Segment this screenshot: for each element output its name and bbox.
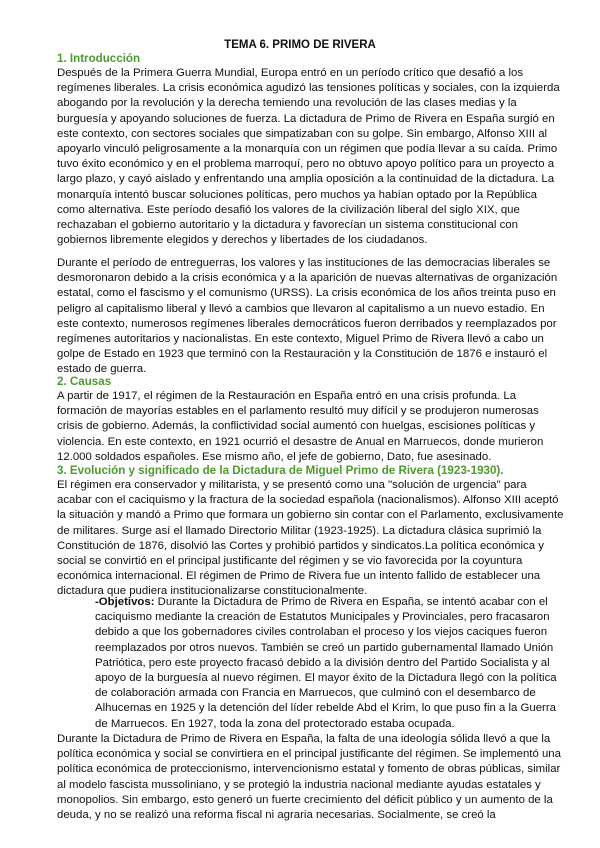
text-line: monopolios. Sin embargo, esto generó un fuerte crecimiento del déficit público y un aumento de la <box>57 793 553 806</box>
text-line: social se convirtió en el principal justificante del régimen y se vio favorecida por la coyuntura <box>57 554 523 567</box>
text-line: económica internacional. El régimen de Primo de Rivera fue un intento fallido de establecer una <box>57 570 541 583</box>
text-line: desmoronaron debido a la crisis económica y a la aparición de nuevas alternativas de organización <box>57 272 558 285</box>
text-line: política económica de proteccionismo, intervencionismo estatal y fomento de obras públicas, similar <box>57 763 561 776</box>
text-line: de colaboración armada con Francia en Marruecos, que culminó con el desembarco de <box>95 687 536 700</box>
paragraph-objetivos <box>95 595 557 732</box>
text-line: burguesía y apoyando soluciones de fuerza. La dictadura de Primo de Rivera en España surgió en <box>57 112 555 125</box>
text-line: Alhucemas en 1925 y la detención del líder rebelde Abd el Krim, lo que puso fin a la Guerra <box>95 702 556 715</box>
text-line: Patriótica, pero este proyecto fracasó debido a la división dentro del Partido Socialista y al <box>95 656 550 669</box>
text-line: Durante el período de entreguerras, los valores y las instituciones de las democracias liberales se <box>57 257 551 269</box>
text-line: deuda, y no se realizó una reforma fiscal ni agraria necesarias. Socialmente, se creó la <box>57 808 496 821</box>
text-line: al modelo fascista mussoliniano, y se protegió la industria nacional mediante ayudas estatales y <box>57 778 541 791</box>
text-line: estado de guerra. <box>57 363 147 376</box>
text-line: política económica y social se convirtiera en el principal justificante del régimen. Se implementó una <box>57 748 561 761</box>
paragraph-causas <box>57 389 543 465</box>
text-line: como alternativa. Este período desafió los valores de la civilización liberal del siglo XIX, que <box>57 203 520 216</box>
text-line: estatal, como el fascismo y el comunismo (URSS). La crisis económica de los años treinta puso en <box>57 287 556 300</box>
text-line: Durante la Dictadura de Primo de Rivera en España, la falta de una ideología sólida llevó a que la <box>57 733 551 745</box>
text-line: regímenes autoritarios y nacionalistas. En este contexto, Miguel Primo de Rivera llevó a cabo un <box>57 332 544 345</box>
text-line: golpe de Estado en 1923 que terminó con la Restauración y la Constitución de 1876 e instauró el <box>57 348 548 361</box>
objetivos-label: -Objetivos: <box>95 596 155 608</box>
text-line: 12.000 soldados españoles. Ese mismo año, el jefe de gobierno, Dato, fue asesinado. <box>57 450 492 463</box>
section-heading-introduccion: 1. Introducción <box>57 52 141 65</box>
text-line <box>95 595 557 610</box>
text-line: formación de mayorías estables en el parlamento resultó muy difícil y se produjeron numerosas <box>57 405 539 418</box>
section-heading-causas: 2. Causas <box>57 375 112 388</box>
text-line: Después de la Primera Guerra Mundial, Europa entró en un período crítico que desafió a los <box>57 67 524 79</box>
text-line: El régimen era conservador y militarista, y se presentó como una "solución de urgencia" para <box>57 479 527 491</box>
paragraph-intro-1 <box>57 66 560 248</box>
text-line: la situación y mandó a Primo que formara un gobierno sin contar con el Parlamento, exclusivamente <box>57 509 564 522</box>
text-line: reemplazados por otros nuevos. También se creó un partido gubernamental llamado Unión <box>95 641 554 654</box>
text-line: violencia. En este contexto, en 1921 ocurrió el desastre de Anual en Marruecos, donde murieron <box>57 435 544 448</box>
text-line: caciquismo mediante la creación de Estatutos Municipales y Provinciales, pero fracasaron <box>95 611 550 624</box>
text-line: de Marruecos. En 1927, toda la zona del protectorado estaba ocupada. <box>95 717 455 730</box>
section-heading-evolucion: 3. Evolución y significado de la Dictadura de Miguel Primo de Rivera (1923-1930). <box>57 464 504 477</box>
page-title: TEMA 6. PRIMO DE RIVERA <box>224 39 376 51</box>
text-line: este contexto, numerosos regímenes liberales democráticos fueron derribados y reemplazados por <box>57 317 557 330</box>
paragraph-intro-2 <box>57 256 557 378</box>
text-line: tuvo éxito económico y en el problema marroquí, pero no obtuvo apoyo político para un proyecto a <box>57 158 555 171</box>
text-line: crisis de gobierno. Además, la conflictividad social aumentó con huelgas, escisiones políticas y <box>57 420 536 433</box>
text-line: regímenes liberales. La crisis económica agudizó las tensiones políticas y sociales, con la izquierda <box>57 82 560 95</box>
text-line: largo plazo, y cayó aislado y enfrentando una amplia oposición a la continuidad de la dictadura. La <box>57 173 555 186</box>
text-line: dictadura que pudiera institucionalizarse constitucionalmente. <box>57 585 368 598</box>
text-line: abogando por la revolución y la derecha temiendo una revolución de las clases medias y la <box>57 97 517 110</box>
text-line: peligro al capitalismo liberal y llevó a cambios que llevaron al capitalismo a un nuevo estadio. En <box>57 302 545 315</box>
text-line: Constitución de 1876, disolvió las Cortes y prohibió partidos y sindicatos.La política económica y <box>57 539 544 552</box>
text-line: apoyo de la burguesía al nuevo régimen. El mayor éxito de la Dictadura llegó con la política <box>95 671 557 684</box>
text-line: acabar con el caciquismo y la fractura de la sociedad española (nacionalismos). Alfonso XIII aceptó <box>57 494 559 507</box>
objetivos-first-line: Durante la Dictadura de Primo de Rivera en España, se intentó acabar con el <box>154 596 548 608</box>
text-line: de militares. Surge así el llamado Directorio Militar (1923-1925). La dictadura clásica suprimió la <box>57 524 542 537</box>
text-line: este contexto, con sectores sociales que simpatizaban con su golpe. Sin embargo, Alfonso XIII al <box>57 127 548 140</box>
paragraph-evolucion <box>57 478 564 600</box>
paragraph-politica-economica <box>57 732 561 823</box>
text-line: rechazaban el gobierno autoritario y la dictadura y favorecían un sistema constitucional con <box>57 218 518 231</box>
text-line: debido a que los gobernadores civiles controlaban el proceso y los viejos caciques fueron <box>95 626 548 639</box>
text-line: apoyarlo vinculó peligrosamente a la monarquía con un régimen que podía llevar a su caída. Primo <box>57 142 558 155</box>
text-line: A partir de 1917, el régimen de la Restauración en España entró en una crisis profunda. La <box>57 390 517 402</box>
text-line: monarquía intentó buscar soluciones políticas, pero muchos ya habían optado por la República <box>57 188 537 201</box>
text-line: gobiernos libremente elegidos y derechos y libertades de los ciudadanos. <box>57 234 428 247</box>
